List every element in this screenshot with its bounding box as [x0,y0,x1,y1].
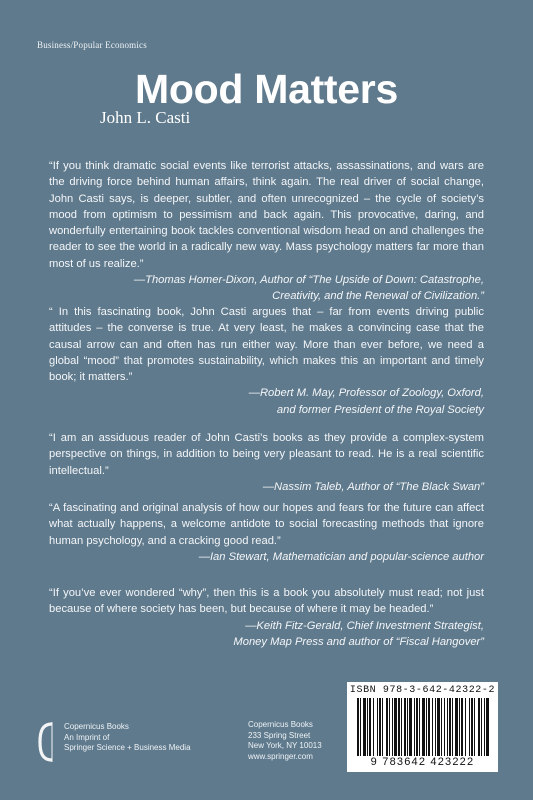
barcode-bar [398,698,400,756]
quote-attribution-line: and former President of the Royal Society [276,403,484,416]
quote-attribution-line: —Thomas Homer-Dixon, Author of “The Upside of Down: Catastrophe, [133,274,484,287]
barcode-bar [382,698,383,756]
barcode-bar [394,698,397,756]
barcode-bar [369,698,371,756]
ean-digits: 9 783642 423222 [370,756,475,768]
quote-attribution-line: —Robert M. May, Professor of Zoology, Oxford, [248,387,484,400]
quote-attribution-line: —Keith Fitz-Gerald, Chief Investment Strategist, [245,619,484,632]
barcode-bar [428,698,430,756]
quote-attribution-line: —Ian Stewart, Mathematician and popular-science author [198,550,484,563]
barcode-bar [389,698,390,756]
imprint-line: Springer Science + Business Media [64,743,191,752]
author-name: John L. Casti [100,108,191,127]
address-line: New York, NY 10013 [248,741,322,750]
barcode-bar [465,698,466,756]
quote-text: “If you’ve ever wondered “why”, then this is a book you absolutely must read; not just because of where society has been, but because of where it may be headed.” [49,587,484,616]
barcode-bar [419,698,420,756]
blurb-quote-3 [49,430,484,495]
quote-attribution-line: Creativity, and the Renewal of Civilization.” [272,290,484,303]
barcode-bar [447,698,448,756]
barcode-bar [426,698,427,756]
barcode-bar [469,698,470,756]
barcode-bar [444,698,445,756]
barcode-bar [373,698,374,756]
barcode-bar [357,698,359,756]
barcode-bars [355,698,490,756]
barcode-bar [404,698,406,756]
quote-attribution-line: —Nassim Taleb, Author of “The Black Swan” [262,480,484,493]
quote-text: “ In this fascinating book, John Casti argues that – far from events driving public attitudes – the converse is true. At very least, he makes a convincing case that the causal arrow can and often has run either way. More than ever before, we need a global “mood” that promotes sustainability, which makes this an important and timely book; it matters.” [49,306,484,384]
barcode-bar [386,698,388,756]
barcode-bar [455,698,458,756]
barcode-bar [422,698,425,756]
barcode-bar [401,698,402,756]
barcode-bar [474,698,475,756]
barcode-bar [379,698,381,756]
book-title: Mood Matters [135,66,398,112]
barcode-bar [416,698,418,756]
barcode-bar [486,698,489,756]
imprint-line: Copernicus Books [64,722,129,731]
imprint-line: An Imprint of [64,732,110,742]
barcode-bar [481,698,482,756]
barcode-bar [478,698,480,756]
barcode-bar [409,698,412,756]
barcode-bar [377,698,378,756]
barcode-bar [471,698,473,756]
quote-text: “If you think dramatic social events like terrorist attacks, assassinations, and wars are the driving force behind human affairs, think again. The real driver of social change, John Casti says, is deeper, subtler, and often unrecognized – the cycle of society’s mood from optimism to pessimism and back again. This provocative, daring, and wonderfully entertaining book tackles conventional wisdom head on and challenges the reader to see the world in a radically new way. Mass psychology matters far more than most of us realize.” [49,160,484,270]
barcode-bar [441,698,442,756]
barcode-bar [407,698,408,756]
barcode-bar [452,698,453,756]
barcode-bar [435,698,436,756]
barcode-bar [449,698,451,756]
barcode-bar [459,698,460,756]
blurb-quote-4 [49,500,484,565]
barcode-bar [367,698,368,756]
barcode-bar [360,698,361,756]
category-label: Business/Popular Economics [37,40,147,50]
imprint-block [64,722,191,754]
barcode-bar [363,698,366,756]
barcode-bar [437,698,440,756]
quote-text: “I am an assiduous reader of John Casti’s books as they provide a complex-system perspective on things, in addition to being very pleasant to read. He is a real scientific intellectual.” [49,432,484,477]
barcode-bar [484,698,485,756]
blurb-quote-1 [49,158,484,305]
isbn-barcode [347,682,498,772]
blurb-quote-2 [49,304,484,418]
quote-text: “A fascinating and original analysis of how our hopes and fears for the future can affect what actually happens, a welcome antidote to social forecasting methods that ignore human psychology, and a cracking good read.” [49,502,484,547]
quote-attribution-line: Money Map Press and author of “Fiscal Hangover” [233,635,484,648]
barcode-bar [392,698,393,756]
barcode-bar [432,698,433,756]
address-line: 233 Spring Street [248,730,311,740]
barcode-bar [461,698,463,756]
publisher-address [248,720,322,762]
address-line: www.springer.com [248,751,313,761]
barcode-bar [414,698,415,756]
address-line: Copernicus Books [248,720,313,729]
copernicus-logo-icon [37,720,57,764]
blurb-quote-5 [49,585,484,650]
isbn-number: ISBN 978-3-642-42322-2 [349,685,496,696]
